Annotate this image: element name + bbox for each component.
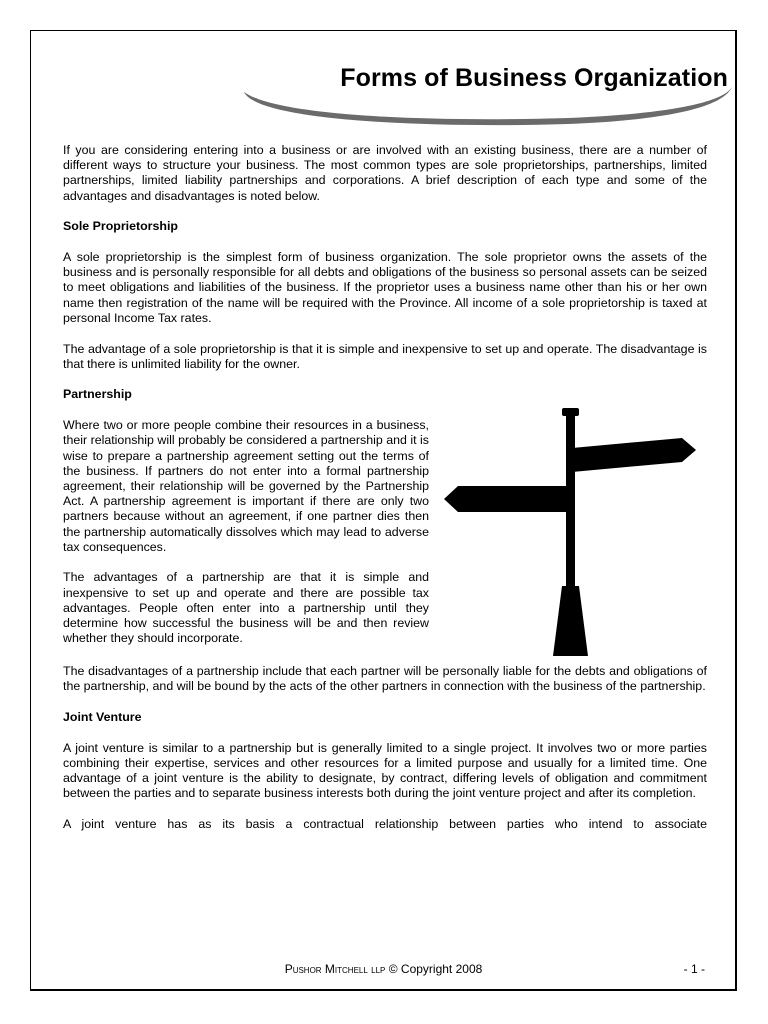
footer-firm-name: Pushor Mitchell llp — [284, 962, 386, 976]
partnership-split — [63, 418, 707, 664]
signpost-icon — [444, 406, 704, 664]
sole-proprietorship-paragraph-1: A sole proprietorship is the simplest form of business organization. The sole proprietor owns the assets of the business and is personally responsible for all debts and obligations of the business so personal assets can be seized to meet obligations and liabilities of the business. If the proprietor uses a business name other than his or her own name then registration of the name will be required with the Province. All income of a sole proprietorship is taxed at personal Income Tax rates. — [63, 250, 707, 325]
signpost-illustration — [429, 418, 707, 664]
partnership-paragraph-3: The disadvantages of a partnership include that each partner will be personally liable for the debts and obligations of the partnership, and will be bound by the acts of the other partners in connection with the business of the partnership. — [63, 664, 707, 694]
section-heading-partnership: Partnership — [63, 387, 132, 402]
section-heading-joint-venture: Joint Venture — [63, 710, 142, 725]
partnership-paragraph-2: The advantages of a partnership are that it is simple and inexpensive to set up and operate and there are possible tax advantages. People often enter into a partnership until they determine how successful the business will be and then review whether they should incorporate. — [63, 570, 429, 646]
footer-copyright-text: © Copyright 2008 — [388, 962, 483, 976]
partnership-paragraph-1: Where two or more people combine their resources in a business, their relationship will probably be considered a partnership and it is wise to prepare a partnership agreement setting out the terms of the business. If partners do not enter into a formal partnership agreement, their relationship will be governed by the Partnership Act. A partnership agreement is important if there are only two partners because without an agreement, if one partner dies then the partnership automatically dissolves which may lead to adverse tax consequences. — [63, 418, 429, 554]
joint-venture-paragraph-2: A joint venture has as its basis a contractual relationship between parties who intend to associate — [63, 817, 707, 832]
footer-page-number: - 1 - — [683, 962, 705, 976]
document-body — [63, 143, 707, 848]
footer-copyright — [30, 962, 737, 976]
joint-venture-paragraph-1: A joint venture is similar to a partnership but is generally limited to a single project. It involves two or more parties combining their expertise, services and other resources for a limited purpose and usually for a limited time. One advantage of a joint venture is the ability to designate, by contract, differing levels of obligation and commitment between the parties and to separate business interests both during the joint venture project and after its completion. — [63, 740, 707, 801]
section-heading-sole-proprietorship: Sole Proprietorship — [63, 219, 178, 234]
sole-proprietorship-paragraph-2: The advantage of a sole proprietorship is that it is simple and inexpensive to set up and operate. The disadvantage is that there is unlimited liability for the owner. — [63, 341, 707, 371]
partnership-text-column — [63, 418, 429, 656]
page-title: Forms of Business Organization — [340, 64, 728, 92]
intro-paragraph: If you are considering entering into a business or are involved with an existing business, there are a number of different ways to structure your business. The most common types are sole proprietorships, partnerships, limited partnerships, limited liability partnerships and corporations. A brief description of each type and some of the advantages and disadvantages is noted below. — [63, 143, 707, 203]
